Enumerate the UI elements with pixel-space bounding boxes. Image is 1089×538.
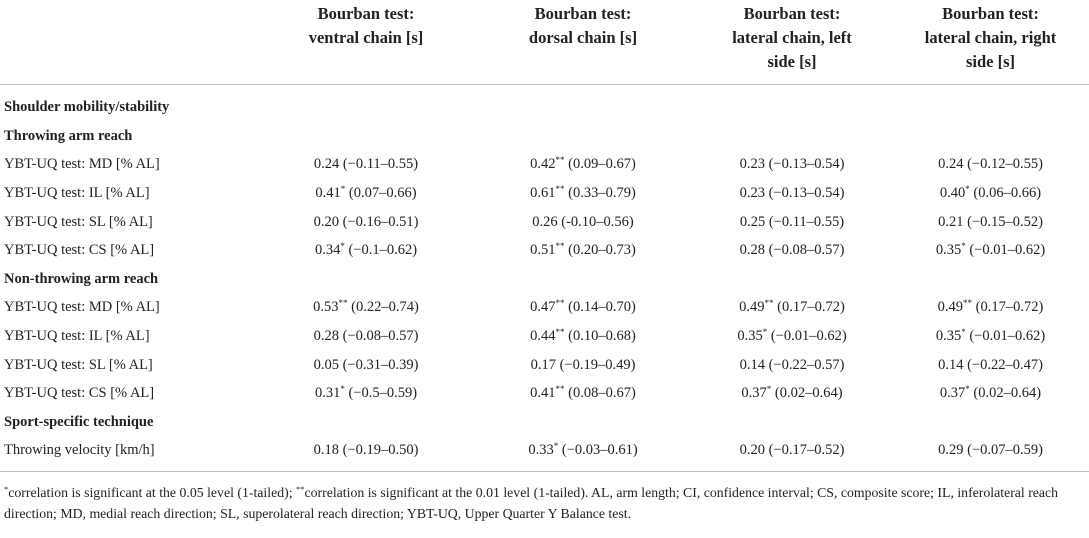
section-row-nonthrowing: [0, 265, 1089, 294]
confidence-interval: (−0.08–0.57): [342, 328, 419, 345]
correlation-value: 0.53: [313, 299, 339, 316]
confidence-interval: (−0.1–0.62): [348, 242, 418, 259]
correlation-value: 0.05: [313, 356, 339, 373]
significance-mark: *: [965, 384, 970, 395]
confidence-interval: (-0.10–0.56): [561, 213, 634, 230]
significance-mark: **: [764, 298, 774, 309]
correlation-cell: [692, 236, 892, 265]
correlation-cell: [474, 207, 692, 236]
significance-mark: *: [553, 441, 559, 452]
correlation-cell: [474, 293, 692, 322]
header-cell-empty: [0, 0, 258, 85]
correlation-value: 0.35: [737, 328, 763, 345]
correlation-cell: [258, 436, 474, 465]
confidence-interval: (0.10–0.68): [568, 328, 636, 345]
correlation-cell: [474, 379, 692, 408]
correlation-cell: [692, 207, 892, 236]
row-label: YBT-UQ test: IL [% AL]: [4, 185, 150, 202]
confidence-interval: (−0.13–0.54): [768, 156, 845, 173]
significance-mark: **: [555, 155, 565, 166]
section-label: Throwing arm reach: [4, 127, 133, 144]
correlation-cell: [692, 150, 892, 179]
correlation-value: 0.41: [315, 185, 341, 202]
correlation-cell: [892, 207, 1089, 236]
row-label: YBT-UQ test: MD [% AL]: [4, 156, 160, 173]
correlation-cell: [258, 322, 474, 351]
confidence-interval: (−0.16–0.51): [342, 213, 419, 230]
row-label: YBT-UQ test: MD [% AL]: [4, 299, 160, 316]
correlation-cell: [892, 150, 1089, 179]
confidence-interval: (−0.5–0.59): [348, 385, 418, 402]
table-row: [0, 350, 1089, 379]
significance-mark: **: [555, 384, 565, 395]
footnote-text-2: correlation is significant at the 0.01 level (1-tailed). AL, arm length; CI, confidence interval; CS, composite score; IL, inferolateral reach direction; MD, medial reach direction; SL, superolateral reach direction; YBT-UQ, Upper Quarter Y Balance test.: [4, 485, 1059, 521]
table-row: [0, 236, 1089, 265]
confidence-interval: (−0.03–0.61): [561, 442, 638, 459]
correlation-cell: [892, 436, 1089, 465]
significance-mark: **: [338, 298, 348, 309]
row-label: YBT-UQ test: CS [% AL]: [4, 242, 155, 259]
correlation-cell: [692, 179, 892, 208]
correlation-cell: [258, 350, 474, 379]
correlation-cell: [892, 322, 1089, 351]
column-header-line: lateral chain, right: [924, 28, 1057, 47]
column-header: [474, 0, 692, 85]
correlation-value: 0.35: [935, 242, 962, 259]
significance-mark: *: [961, 327, 966, 338]
correlation-cell: [892, 350, 1089, 379]
table-row: [0, 150, 1089, 179]
significance-mark: *: [762, 327, 768, 338]
correlation-cell: [258, 207, 474, 236]
correlation-value: 0.51: [530, 242, 556, 259]
confidence-interval: (−0.19–0.50): [342, 442, 419, 459]
column-header: [892, 0, 1089, 85]
confidence-interval: (−0.07–0.59): [967, 442, 1043, 459]
confidence-interval: (0.02–0.64): [973, 385, 1042, 402]
correlation-value: 0.20: [739, 442, 765, 459]
correlation-cell: [892, 293, 1089, 322]
column-header-line: lateral chain, left: [732, 28, 852, 47]
table-header: [0, 0, 1089, 85]
confidence-interval: (−0.01–0.62): [969, 328, 1046, 345]
row-label: YBT-UQ test: SL [% AL]: [4, 213, 153, 230]
correlation-value: 0.35: [935, 328, 962, 345]
correlation-value: 0.29: [938, 442, 964, 459]
footnote-text-1: correlation is significant at the 0.05 level (1-tailed);: [8, 485, 296, 500]
correlation-value: 0.26: [532, 213, 558, 230]
correlation-value: 0.20: [313, 213, 339, 230]
confidence-interval: (0.14–0.70): [568, 299, 636, 316]
row-label: YBT-UQ test: IL [% AL]: [4, 328, 150, 345]
row-label: YBT-UQ test: SL [% AL]: [4, 356, 153, 373]
significance-mark: **: [555, 298, 565, 309]
significance-mark: **: [963, 298, 973, 309]
section-label: Sport-specific technique: [4, 413, 154, 430]
confidence-interval: (−0.08–0.57): [768, 242, 845, 259]
correlation-value: 0.41: [530, 385, 556, 402]
correlation-cell: [692, 350, 892, 379]
confidence-interval: (−0.11–0.55): [768, 213, 845, 230]
correlation-value: 0.28: [739, 242, 765, 259]
correlation-value: 0.42: [530, 156, 556, 173]
confidence-interval: (0.07–0.66): [348, 185, 417, 202]
confidence-interval: (0.02–0.64): [774, 385, 843, 402]
correlation-cell: [692, 379, 892, 408]
confidence-interval: (0.08–0.67): [568, 385, 636, 402]
correlation-value: 0.37: [939, 385, 966, 402]
confidence-interval: (−0.12–0.55): [967, 156, 1043, 173]
column-header-line: dorsal chain [s]: [528, 28, 638, 47]
table-row: [0, 436, 1089, 465]
confidence-interval: (0.22–0.74): [351, 299, 419, 316]
significance-mark: *: [340, 184, 346, 195]
confidence-interval: (0.33–0.79): [568, 185, 636, 202]
section-row-sport: [0, 408, 1089, 437]
confidence-interval: (−0.01–0.62): [969, 242, 1046, 259]
correlation-cell: [474, 436, 692, 465]
table-row: [0, 322, 1089, 351]
correlation-value: 0.47: [530, 299, 556, 316]
confidence-interval: (0.06–0.66): [973, 185, 1042, 202]
significance-mark: *: [766, 384, 772, 395]
confidence-interval: (−0.31–0.39): [342, 356, 419, 373]
column-header-line: side [s]: [965, 52, 1016, 71]
correlation-cell: [474, 150, 692, 179]
correlation-cell: [258, 179, 474, 208]
section-label: Shoulder mobility/stability: [4, 99, 170, 116]
table-row: [0, 179, 1089, 208]
correlation-value: 0.24: [313, 156, 340, 173]
table-row: [0, 207, 1089, 236]
significance-mark: *: [340, 241, 345, 252]
correlation-value: 0.23: [739, 156, 765, 173]
confidence-interval: (−0.19–0.49): [559, 356, 636, 373]
confidence-interval: (0.17–0.72): [777, 299, 845, 316]
significance-mark: *: [961, 241, 966, 252]
confidence-interval: (0.20–0.73): [568, 242, 636, 259]
correlation-cell: [474, 236, 692, 265]
column-header: [692, 0, 892, 85]
correlation-value: 0.21: [938, 213, 964, 230]
correlation-value: 0.18: [313, 442, 339, 459]
table-bottom-rule: [0, 471, 1089, 472]
confidence-interval: (−0.01–0.62): [770, 328, 847, 345]
correlation-value: 0.33: [528, 442, 554, 459]
correlation-value: 0.61: [530, 185, 556, 202]
table-footnote: [4, 482, 1082, 524]
correlation-value: 0.14: [938, 356, 964, 373]
row-label: YBT-UQ test: CS [% AL]: [4, 385, 155, 402]
confidence-interval: (0.17–0.72): [975, 299, 1044, 316]
correlation-value: 0.31: [314, 385, 341, 402]
section-row-throwing: [0, 122, 1089, 151]
column-header-line: side [s]: [767, 52, 817, 71]
correlation-cell: [474, 322, 692, 351]
confidence-interval: (0.09–0.67): [568, 156, 636, 173]
correlation-cell: [258, 293, 474, 322]
correlation-cell: [892, 379, 1089, 408]
column-header-line: ventral chain [s]: [308, 28, 424, 47]
confidence-interval: (−0.22–0.47): [967, 356, 1043, 373]
correlation-value: 0.34: [314, 242, 341, 259]
column-header-line: Bourban test:: [743, 4, 841, 23]
footnote-mark-double: **: [295, 484, 305, 494]
confidence-interval: (−0.13–0.54): [768, 185, 845, 202]
correlation-value: 0.23: [739, 185, 765, 202]
table-body: [0, 85, 1089, 465]
significance-mark: **: [555, 241, 565, 252]
correlation-cell: [258, 236, 474, 265]
correlation-value: 0.37: [741, 385, 767, 402]
correlation-cell: [892, 236, 1089, 265]
footnote-mark-single: *: [4, 484, 9, 494]
row-label: Throwing velocity [km/h]: [4, 442, 155, 459]
correlation-value: 0.44: [530, 328, 556, 345]
confidence-interval: (−0.11–0.55): [342, 156, 419, 173]
correlation-value: 0.17: [530, 356, 556, 373]
section-row-shoulder: [0, 85, 1089, 122]
correlation-cell: [258, 379, 474, 408]
table-row: [0, 379, 1089, 408]
correlation-value: 0.28: [313, 328, 339, 345]
correlation-value: 0.49: [739, 299, 765, 316]
confidence-interval: (−0.22–0.57): [768, 356, 845, 373]
significance-mark: *: [965, 184, 970, 195]
section-label: Non-throwing arm reach: [4, 270, 159, 287]
correlation-cell: [692, 293, 892, 322]
column-header: [258, 0, 474, 85]
correlation-cell: [692, 322, 892, 351]
table-row: [0, 293, 1089, 322]
column-header-line: Bourban test:: [534, 4, 632, 23]
correlation-value: 0.25: [739, 213, 766, 230]
correlation-cell: [892, 179, 1089, 208]
correlation-value: 0.40: [939, 185, 966, 202]
column-header-line: Bourban test:: [317, 4, 415, 23]
significance-mark: **: [555, 184, 565, 195]
column-header-line: Bourban test:: [942, 4, 1039, 23]
correlation-value: 0.49: [937, 299, 964, 316]
correlation-value: 0.14: [739, 356, 765, 373]
correlation-cell: [474, 179, 692, 208]
correlation-value: 0.24: [938, 156, 964, 173]
correlation-cell: [692, 436, 892, 465]
confidence-interval: (−0.15–0.52): [967, 213, 1043, 230]
correlation-cell: [258, 150, 474, 179]
correlation-cell: [474, 350, 692, 379]
significance-mark: **: [555, 327, 565, 338]
significance-mark: *: [340, 384, 345, 395]
confidence-interval: (−0.17–0.52): [768, 442, 845, 459]
